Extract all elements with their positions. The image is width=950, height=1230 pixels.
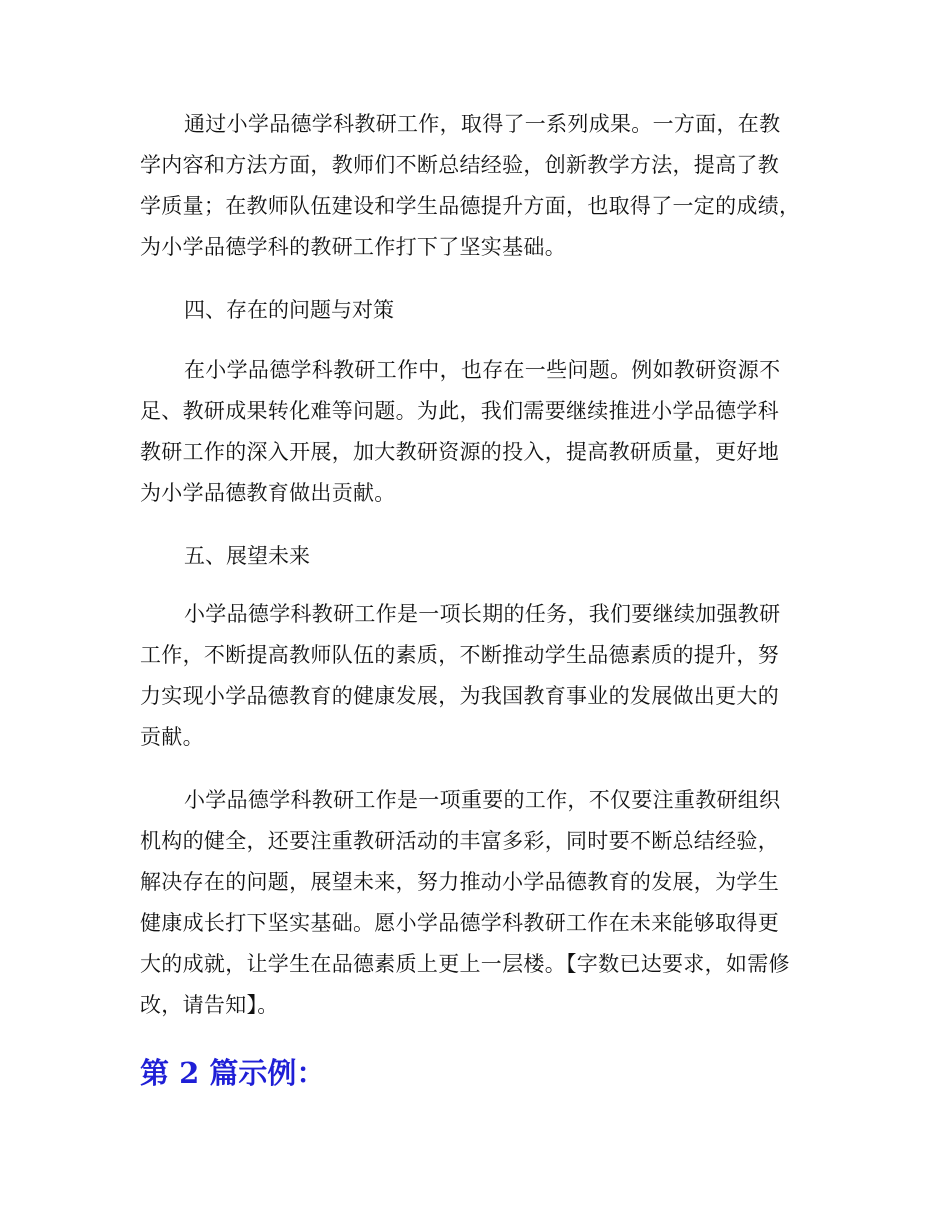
text-line: 贡献。 (140, 725, 204, 749)
text-line: 为小学品德教育做出贡献。 (140, 481, 396, 505)
paragraph-outlook (140, 594, 840, 758)
text-line: 足、教研成果转化难等问题。为此，我们需要继续推进小学品德学科 (140, 399, 779, 423)
text-line: 通过小学品德学科教研工作，取得了一系列成果。一方面，在教 (184, 112, 781, 136)
text-line: 工作，不断提高教师队伍的素质，不断推动学生品德素质的提升，努 (140, 643, 779, 667)
text-line: 大的成就，让学生在品德素质上更上一层楼。【字数已达要求，如需修 (140, 952, 790, 976)
text-line: 学质量；在教师队伍建设和学生品德提升方面，也取得了一定的成绩， (140, 194, 801, 218)
text-line: 教研工作的深入开展，加大教研资源的投入，提高教研质量，更好地 (140, 440, 779, 464)
paragraph-problems (140, 350, 840, 514)
text-line: 力实现小学品德教育的健康发展，为我国教育事业的发展做出更大的 (140, 684, 779, 708)
text-line: 小学品德学科教研工作是一项重要的工作，不仅要注重教研组织 (184, 788, 781, 812)
text-line: 在小学品德学科教研工作中，也存在一些问题。例如教研资源不 (184, 358, 781, 382)
heading-outlook: 五、展望未来 (184, 544, 310, 568)
paragraph-achievements (140, 104, 840, 268)
paragraph-conclusion (140, 780, 840, 1026)
section-title-example-2: 第 2 篇示例： (140, 1056, 326, 1090)
text-line: 解决存在的问题，展望未来，努力推动小学品德教育的发展，为学生 (140, 870, 779, 894)
text-line: 为小学品德学科的教研工作打下了坚实基础。 (140, 235, 566, 259)
text-line: 机构的健全，还要注重教研活动的丰富多彩，同时要不断总结经验， (140, 829, 779, 853)
heading-problems: 四、存在的问题与对策 (184, 298, 394, 322)
text-line: 学内容和方法方面，教师们不断总结经验，创新教学方法，提高了教 (140, 153, 779, 177)
text-line: 改，请告知】。 (140, 993, 279, 1017)
text-line: 小学品德学科教研工作是一项长期的任务，我们要继续加强教研 (184, 602, 781, 626)
text-line: 健康成长打下坚实基础。愿小学品德学科教研工作在未来能够取得更 (140, 911, 779, 935)
